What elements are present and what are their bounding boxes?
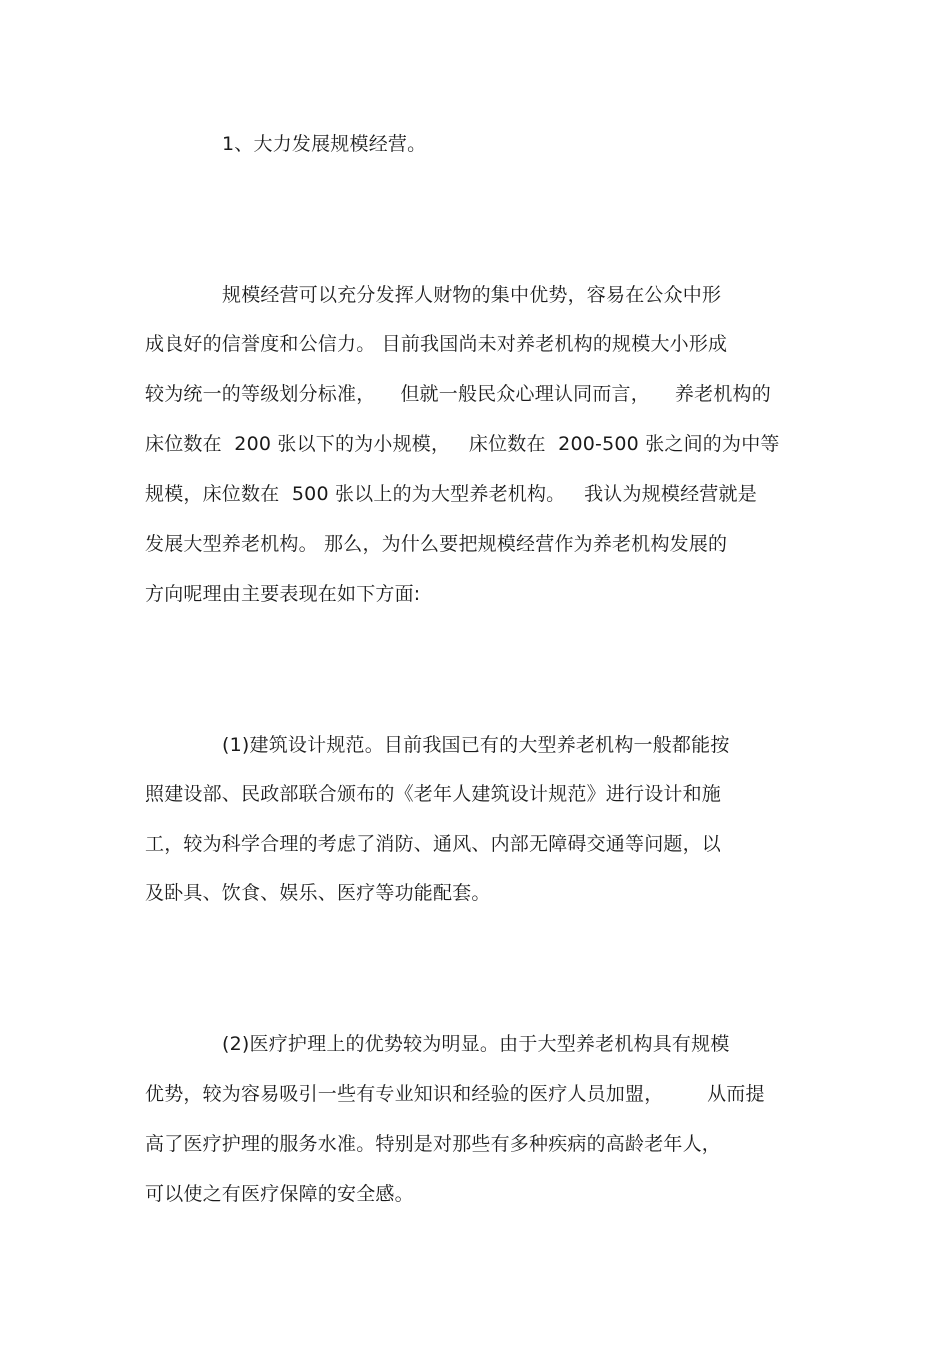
text-line: 可以使之有医疗保障的安全感。 <box>145 1183 414 1205</box>
text-line: 发展大型养老机构。 那么，为什么要把规模经营作为养老机构发展的 <box>145 533 728 555</box>
text-line: 规模，床位数在 500 张以上的为大型养老机构。 我认为规模经营就是 <box>145 483 757 505</box>
text-line: 床位数在 200 张以下的为小规模， 床位数在 200-500 张之间的为中等 <box>145 433 780 455</box>
text-line: 方向呢理由主要表现在如下方面: <box>145 583 421 605</box>
section-heading: 1、大力发展规模经营。 <box>222 133 427 155</box>
text-line: 照建设部、民政部联合颁布的《老年人建筑设计规范》进行设计和施 <box>145 783 722 805</box>
text-line: 高了医疗护理的服务水准。特别是对那些有多种疾病的高龄老年人， <box>145 1133 722 1155</box>
text-line: 较为统一的等级划分标准， 但就一般民众心理认同而言， 养老机构的 <box>145 383 771 405</box>
text-line: 及卧具、饮食、娱乐、医疗等功能配套。 <box>145 882 491 904</box>
text-line: 成良好的信誉度和公信力。 目前我国尚未对养老机构的规模大小形成 <box>145 333 728 355</box>
text-line: 工，较为科学合理的考虑了消防、通风、内部无障碍交通等问题，以 <box>145 833 722 855</box>
text-line: (2)医疗护理上的优势较为明显。由于大型养老机构具有规模 <box>222 1033 730 1055</box>
text-line: 规模经营可以充分发挥人财物的集中优势，容易在公众中形 <box>222 284 722 306</box>
text-line: (1)建筑设计规范。目前我国已有的大型养老机构一般都能按 <box>222 734 730 756</box>
text-line: 优势，较为容易吸引一些有专业知识和经验的医疗人员加盟， 从而提 <box>145 1083 765 1105</box>
